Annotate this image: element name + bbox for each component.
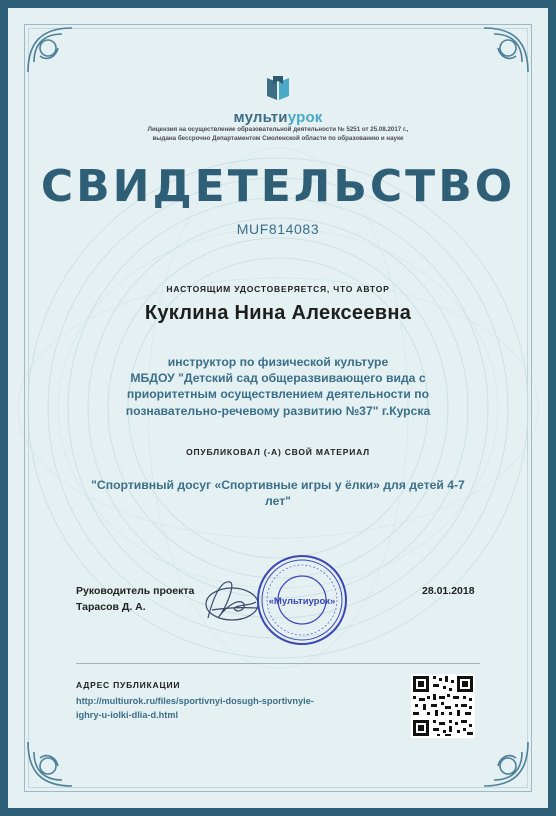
- url-line: ighry-u-iolki-dlia-d.html: [76, 710, 179, 720]
- section-divider: [76, 663, 480, 664]
- handwritten-signature: [200, 574, 264, 628]
- corner-ornament-bottom-left: [22, 736, 78, 792]
- project-head-name: Тарасов Д. А.: [76, 601, 146, 613]
- material-title: [78, 477, 478, 509]
- material-line: лет": [265, 494, 291, 509]
- position-line: МБДОУ "Детский сад общеразвивающего вида с: [130, 371, 426, 386]
- published-text: ОПУБЛИКОВАЛ (-А) СВОЙ МАТЕРИАЛ: [186, 447, 370, 457]
- url-line: http://multiurok.ru/files/sportivnyi-dosugh-sportivnyie-: [76, 696, 314, 706]
- issue-date: 28.01.2018: [422, 585, 475, 597]
- position-line: инструктор по физической культуре: [167, 355, 389, 369]
- certificate-sheet: [8, 8, 548, 808]
- project-head-label: Руководитель проекта: [76, 585, 195, 597]
- license-line-2: выдана бессрочно Департаментом Смоленской области по образованию и науке: [152, 134, 404, 142]
- publication-address-label: АДРЕС ПУБЛИКАЦИИ: [76, 680, 181, 690]
- round-stamp: [256, 554, 348, 646]
- qr-code-icon[interactable]: [411, 674, 475, 738]
- material-line: "Спортивный досуг «Спортивные игры у ёлки» для детей 4-7: [91, 478, 465, 492]
- publication-url-link[interactable]: [76, 694, 386, 722]
- author-name: Куклина Нина Алексеевна: [144, 302, 412, 324]
- brand-prefix: мульти: [233, 109, 288, 126]
- certificate-title: СВИДЕТЕЛЬСТВО: [40, 161, 516, 212]
- multiurok-logo: [8, 74, 548, 107]
- book-logo-icon: [265, 74, 291, 102]
- brand-name: [8, 109, 548, 126]
- certificate-id: MUF814083: [236, 221, 320, 237]
- corner-ornament-top-right: [478, 22, 534, 78]
- position-line: познавательно-речевому развитию №37" г.Курска: [125, 403, 431, 418]
- stamp-text: «Мультиурок»: [268, 596, 336, 607]
- author-position: [88, 354, 468, 419]
- certify-text: НАСТОЯЩИМ УДОСТОВЕРЯЕТСЯ, ЧТО АВТОР: [166, 284, 390, 294]
- brand-accent: урок: [287, 109, 323, 126]
- license-info: [8, 126, 548, 143]
- license-line-1: Лицензия на осуществление образовательной деятельности № 5251 от 25.08.2017 г.,: [147, 126, 409, 133]
- position-line: приоритетным осуществлением деятельности по: [126, 387, 430, 402]
- corner-ornament-bottom-right: [478, 736, 534, 792]
- corner-ornament-top-left: [22, 22, 78, 78]
